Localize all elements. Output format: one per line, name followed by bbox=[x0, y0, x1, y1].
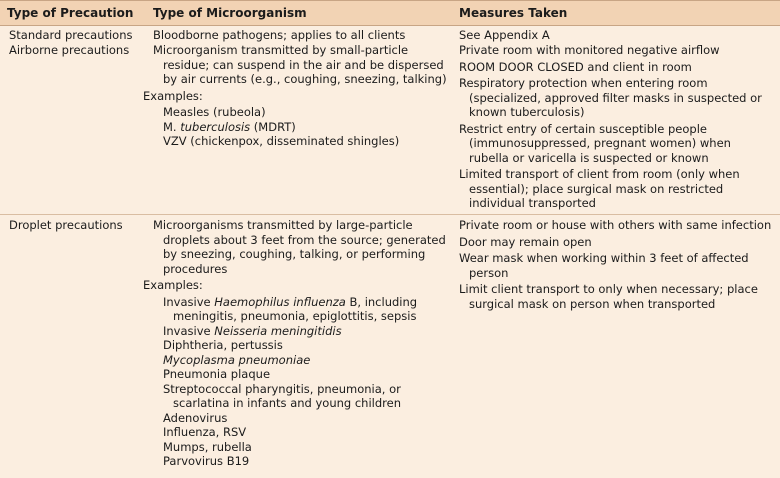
examples-label: Examples: bbox=[143, 278, 203, 292]
microorganism-cell bbox=[143, 218, 451, 469]
row-separator bbox=[0, 214, 780, 215]
measure-item: Private room with monitored negative airflow bbox=[459, 43, 720, 57]
example-item: VZV (chickenpox, disseminated shingles) bbox=[163, 134, 400, 148]
header-measures: Measures Taken bbox=[459, 6, 568, 20]
microorganism-description: Microorganism transmitted by small-particle residue; can suspend in the air and be dispersed by air currents (e.g., coughing, sneezing, talking) bbox=[153, 43, 447, 86]
example-item: Invasive Haemophilus influenza B, including meningitis, pneumonia, epiglottitis, sepsis bbox=[163, 294, 418, 323]
example-italic-name: Haemophilus influenza bbox=[214, 294, 346, 309]
precaution-name: Standard precautions bbox=[9, 28, 133, 42]
precaution-name: Droplet precautions bbox=[9, 218, 123, 232]
header-precaution: Type of Precaution bbox=[7, 6, 134, 20]
precaution-cell bbox=[9, 218, 147, 233]
example-item: Mumps, rubella bbox=[163, 439, 252, 454]
microorganism-description: Bloodborne pathogens; applies to all clients bbox=[153, 28, 406, 42]
measure-item: Door may remain open bbox=[459, 234, 592, 249]
measure-item: Limit client transport to only when necessary; place surgical mask on person when transported bbox=[459, 282, 758, 311]
precaution-cell bbox=[9, 43, 147, 58]
header-microorganism: Type of Microorganism bbox=[153, 6, 307, 20]
measure-item: Restrict entry of certain susceptible people (immunosuppressed, pregnant women) when rubella or varicella is suspected or known bbox=[459, 121, 731, 165]
example-item: Streptococcal pharyngitis, pneumonia, or scarlatina in infants and young children bbox=[163, 381, 401, 410]
table-header bbox=[0, 0, 780, 26]
example-italic-name: Neisseria meningitidis bbox=[214, 323, 342, 338]
examples-label: Examples: bbox=[143, 88, 203, 103]
microorganism-description: Microorganisms transmitted by large-particle droplets about 3 feet from the source; generated by sneezing, coughing, talking, or performing procedures bbox=[153, 218, 446, 276]
measures-cell bbox=[459, 43, 774, 213]
example-item: Influenza, RSV bbox=[163, 425, 247, 439]
example-italic-name: tuberculosis bbox=[180, 119, 251, 134]
example-item: Diphtheria, pertussis bbox=[163, 338, 283, 352]
microorganism-cell bbox=[143, 43, 451, 149]
precaution-cell bbox=[9, 28, 147, 43]
example-item: M. tuberculosis (MDRT) bbox=[163, 119, 296, 134]
measure-item: ROOM DOOR CLOSED and client in room bbox=[459, 59, 692, 74]
measure-item: Respiratory protection when entering room (specialized, approved filter masks in suspected or known tuberculosis) bbox=[459, 76, 762, 119]
example-italic-name: Mycoplasma pneumoniae bbox=[163, 352, 311, 367]
measure-item: Wear mask when working within 3 feet of affected person bbox=[459, 251, 749, 280]
measure-item: See Appendix A bbox=[459, 28, 550, 42]
precaution-name: Airborne precautions bbox=[9, 43, 130, 57]
example-item: Pneumonia plaque bbox=[163, 367, 271, 381]
example-item: Invasive Neisseria meningitidis bbox=[163, 323, 342, 338]
example-item: Parvovirus B19 bbox=[163, 454, 250, 468]
example-item: Measles (rubeola) bbox=[163, 105, 266, 119]
example-item: Adenovirus bbox=[163, 410, 228, 425]
measures-cell bbox=[459, 218, 774, 313]
measure-item: Private room or house with others with same infection bbox=[459, 218, 772, 232]
example-item bbox=[153, 353, 451, 368]
measure-item: Limited transport of client from room (only when essential); place surgical mask on restricted individual transported bbox=[459, 167, 740, 210]
